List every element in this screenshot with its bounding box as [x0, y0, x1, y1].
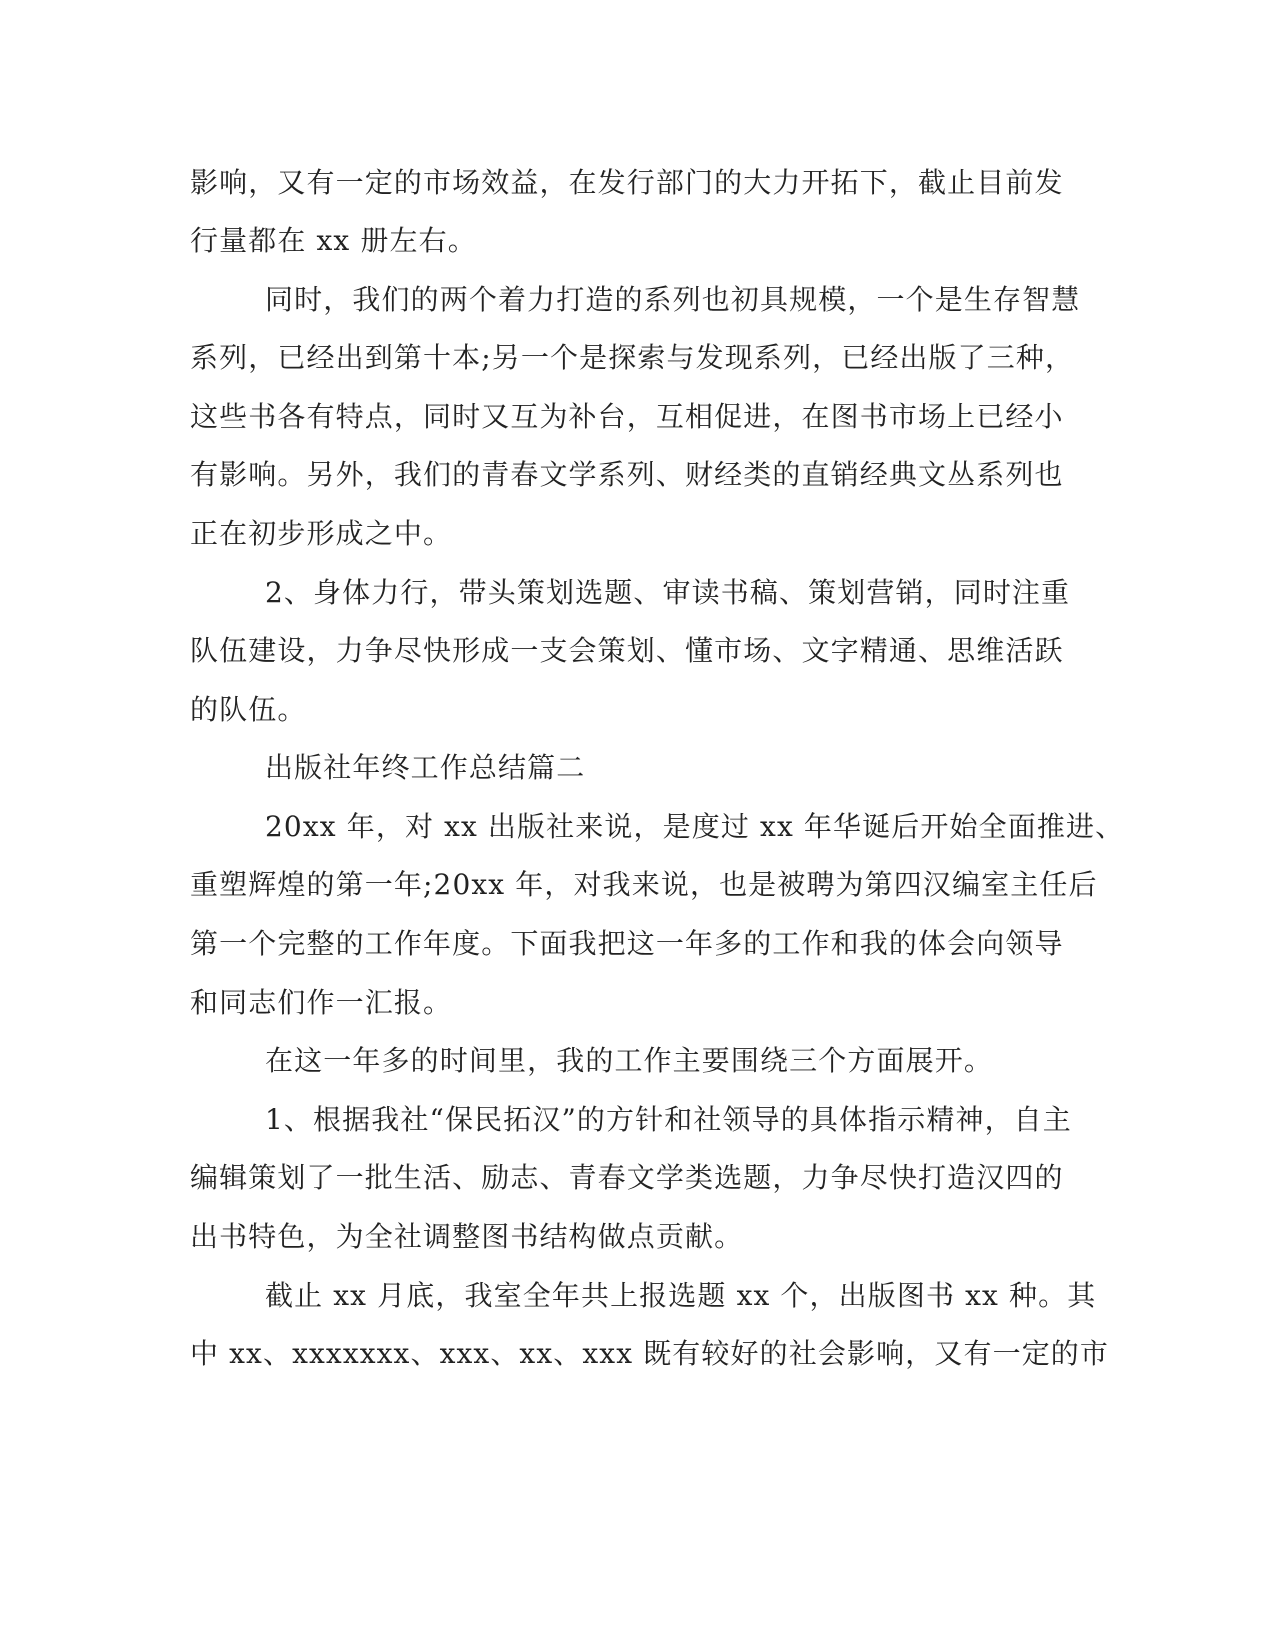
paragraph-first-line: 2、身体力行，带头策划选题、审读书稿、策划营销，同时注重 [265, 576, 1071, 609]
text-line: 这些书各有特点，同时又互为补台，互相促进，在图书市场上已经小 [190, 400, 1064, 433]
text-line: 重塑辉煌的第一年;20xx 年，对我来说，也是被聘为第四汉编室主任后 [190, 868, 1098, 901]
text-line: 队伍建设，力争尽快形成一支会策划、懂市场、文字精通、思维活跃 [190, 634, 1064, 667]
text-line: 系列，已经出到第十本;另一个是探索与发现系列，已经出版了三种， [190, 341, 1075, 374]
text-line: 编辑策划了一批生活、励志、青春文学类选题，力争尽快打造汉四的 [190, 1161, 1064, 1194]
paragraph-first-line: 截止 xx 月底，我室全年共上报选题 xx 个，出版图书 xx 种。其 [265, 1279, 1097, 1312]
paragraph-first-line: 1、根据我社“保民拓汉”的方针和社领导的具体指示精神，自主 [265, 1103, 1072, 1136]
section-heading: 出版社年终工作总结篇二 [265, 751, 586, 784]
text-line: 正在初步形成之中。 [190, 517, 453, 550]
text-line: 有影响。另外，我们的青春文学系列、财经类的直销经典文丛系列也 [190, 458, 1064, 491]
paragraph-first-line: 20xx 年，对 xx 出版社来说，是度过 xx 年华诞后开始全面推进、 [265, 810, 1125, 843]
text-line: 第一个完整的工作年度。下面我把这一年多的工作和我的体会向领导 [190, 927, 1064, 960]
text-line: 影响，又有一定的市场效益，在发行部门的大力开拓下，截止目前发 [190, 166, 1064, 199]
text-line: 行量都在 xx 册左右。 [190, 224, 477, 257]
text-line: 和同志们作一汇报。 [190, 986, 453, 1019]
paragraph-first-line: 在这一年多的时间里，我的工作主要围绕三个方面展开。 [265, 1044, 994, 1077]
text-line: 的队伍。 [190, 693, 307, 726]
text-line: 出书特色，为全社调整图书结构做点贡献。 [190, 1220, 744, 1253]
text-line: 中 xx、xxxxxxx、xxx、xx、xxx 既有较好的社会影响，又有一定的市 [190, 1337, 1110, 1370]
paragraph-first-line: 同时，我们的两个着力打造的系列也初具规模，一个是生存智慧 [265, 283, 1081, 316]
